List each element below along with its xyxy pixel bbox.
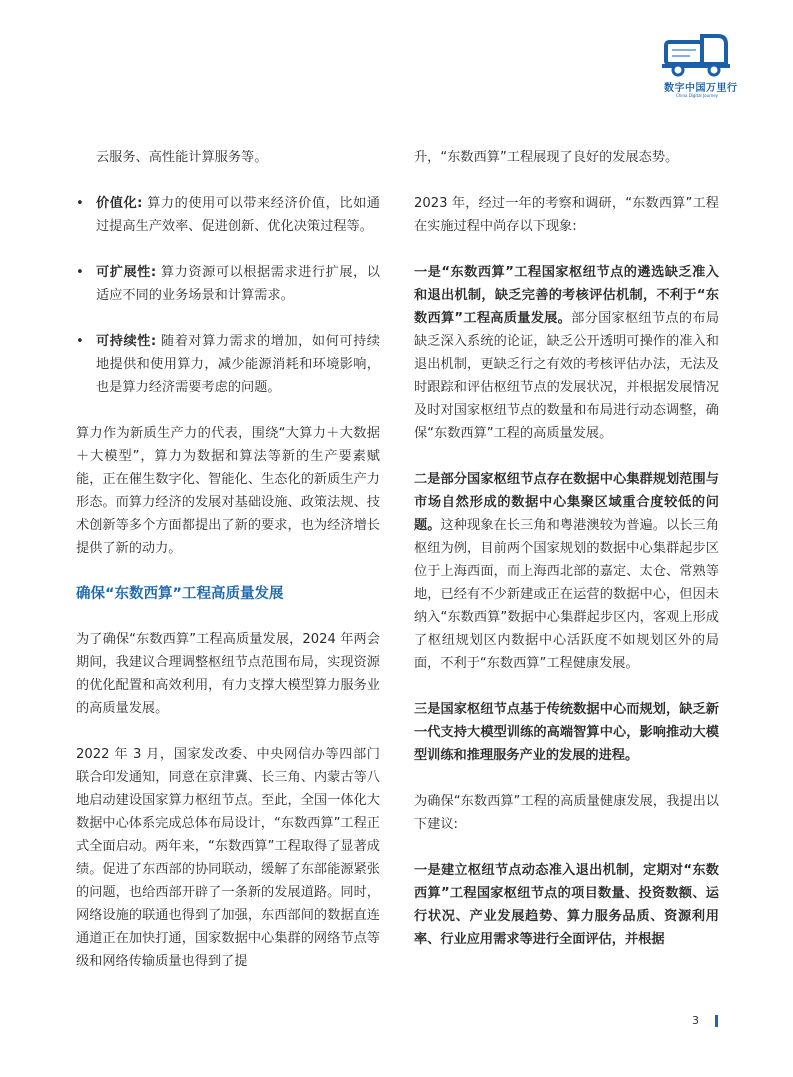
paragraph-bold-lead: 一是“东数西算”工程国家枢纽节点的遴选缺乏准入和退出机制，缺乏完善的考核评估机制，不利于“东数西算”工程高质量发展。 — [414, 265, 719, 326]
bullet-dot-icon: • — [76, 196, 84, 211]
logo-text: 数字中国万里行 — [664, 83, 738, 94]
bullet-dot-icon: • — [76, 265, 84, 280]
bullet-term: 可扩展性: — [96, 265, 157, 280]
paragraph: 为确保“东数西算”工程的高质量健康发展，我提出以下建议: — [414, 794, 719, 832]
section-heading: 确保“东数西算”工程高质量发展 — [76, 586, 284, 602]
paragraph: 升，“东数西算”工程展现了良好的发展态势。 — [414, 150, 679, 165]
paragraph-bold: 一是建立枢纽节点动态准入退出机制，定期对“东数西算”工程国家枢纽节点的项目数量、投资数额、运行状况、产业发展趋势、算力服务品质、资源利用率、行业应用需求等进行全面评估，并根据 — [414, 863, 719, 947]
page-number-bar — [715, 1015, 718, 1027]
paragraph-bold: 三是国家枢纽节点基于传统数据中心而规划，缺乏新一代支持大模型训练的高端智算中心，影响推动大模型训练和推理服务产业的发展的进程。 — [414, 702, 719, 763]
paragraph-bold-lead: 二是部分国家枢纽节点存在数据中心集群规划范围与市场自然形成的数据中心集聚区域重合度较低的问题。 — [414, 472, 719, 533]
right-column — [414, 146, 719, 974]
paragraph — [414, 261, 719, 445]
paragraph-text: 这种现象在长三角和粤港澳较为普遍。以长三角枢纽为例，目前两个国家规划的数据中心集群起步区位于上海西面，而上海西北部的嘉定、太仓、常熟等地，已经有不少新建或正在运营的数据中心，但因未纳入“东数西算”数据中心集群起步区内，客观上形成了枢纽规划区内数据中心活跃度不如规划区外的局面，不利于“东数西算”工程健康发展。 — [414, 518, 720, 671]
bullet-term: 价值化: — [96, 196, 143, 211]
bullet-text: 随着对算力需求的增加，如何可持续地提供和使用算力，减少能源消耗和环境影响，也是算力经济需要考虑的问题。 — [96, 334, 380, 395]
paragraph: 2023 年，经过一年的考察和调研，“东数西算”工程在实施过程中尚存以下现象: — [414, 196, 719, 234]
page-number: 3 — [692, 1014, 699, 1027]
bullet-item — [76, 330, 380, 399]
logo-subtext: China Digital Journey — [676, 93, 719, 98]
bullet-item — [76, 192, 380, 238]
paragraph: 云服务、高性能计算服务等。 — [96, 150, 268, 165]
paragraph — [414, 468, 719, 675]
bullet-dot-icon: • — [76, 334, 84, 349]
bullet-text: 算力资源可以根据需求进行扩展，以适应不同的业务场景和计算需求。 — [96, 265, 380, 303]
bullet-text: 算力的使用可以带来经济价值，比如通过提高生产效率、促进创新、优化决策过程等。 — [96, 196, 380, 234]
paragraph: 算力作为新质生产力的代表，围绕“大算力＋大数据＋大模型”，算力为数据和算法等新的生产要素赋能，正在催生数字化、智能化、生态化的新质生产力形态。而算力经济的发展对基础设施、政策法规、技术创新等多个方面都提出了新的要求，也为经济增长提供了新的动力。 — [76, 426, 380, 556]
bullet-item — [76, 261, 380, 307]
left-column — [76, 146, 380, 996]
bullet-term: 可持续性: — [96, 334, 157, 349]
paragraph: 2022 年 3 月，国家发改委、中央网信办等四部门联合印发通知，同意在京津冀、长三角、内蒙古等八地启动建设国家算力枢纽节点。至此，全国一体化大数据中心体系完成总体布局设计，“东数西算”工程正式全面启动。两年来，“东数西算”工程取得了显著成绩。促进了东西部的协同联动，缓解了东部能源紧张的问题，也给西部开辟了一条新的发展道路。同时，网络设施的联通也得到了加强，东西部间的数据直连通道正在加快打通，国家数据中心集群的网络节点等级和网络传输质量也得到了提 — [76, 747, 380, 969]
paragraph-text: 部分国家枢纽节点的布局缺乏深入系统的论证，缺乏公开透明可操作的准入和退出机制，更缺乏行之有效的考核评估办法，无法及时跟踪和评估枢纽节点的发展状况，并根据发展情况及时对国家枢纽节点的数量和布局进行动态调整，确保“东数西算”工程的高质量发展。 — [414, 311, 720, 441]
paragraph: 为了确保“东数西算”工程高质量发展，2024 年两会期间，我建议合理调整枢纽节点范围布局，实现资源的优化配置和高效利用，有力支撑大模型算力服务业的高质量发展。 — [76, 632, 380, 716]
